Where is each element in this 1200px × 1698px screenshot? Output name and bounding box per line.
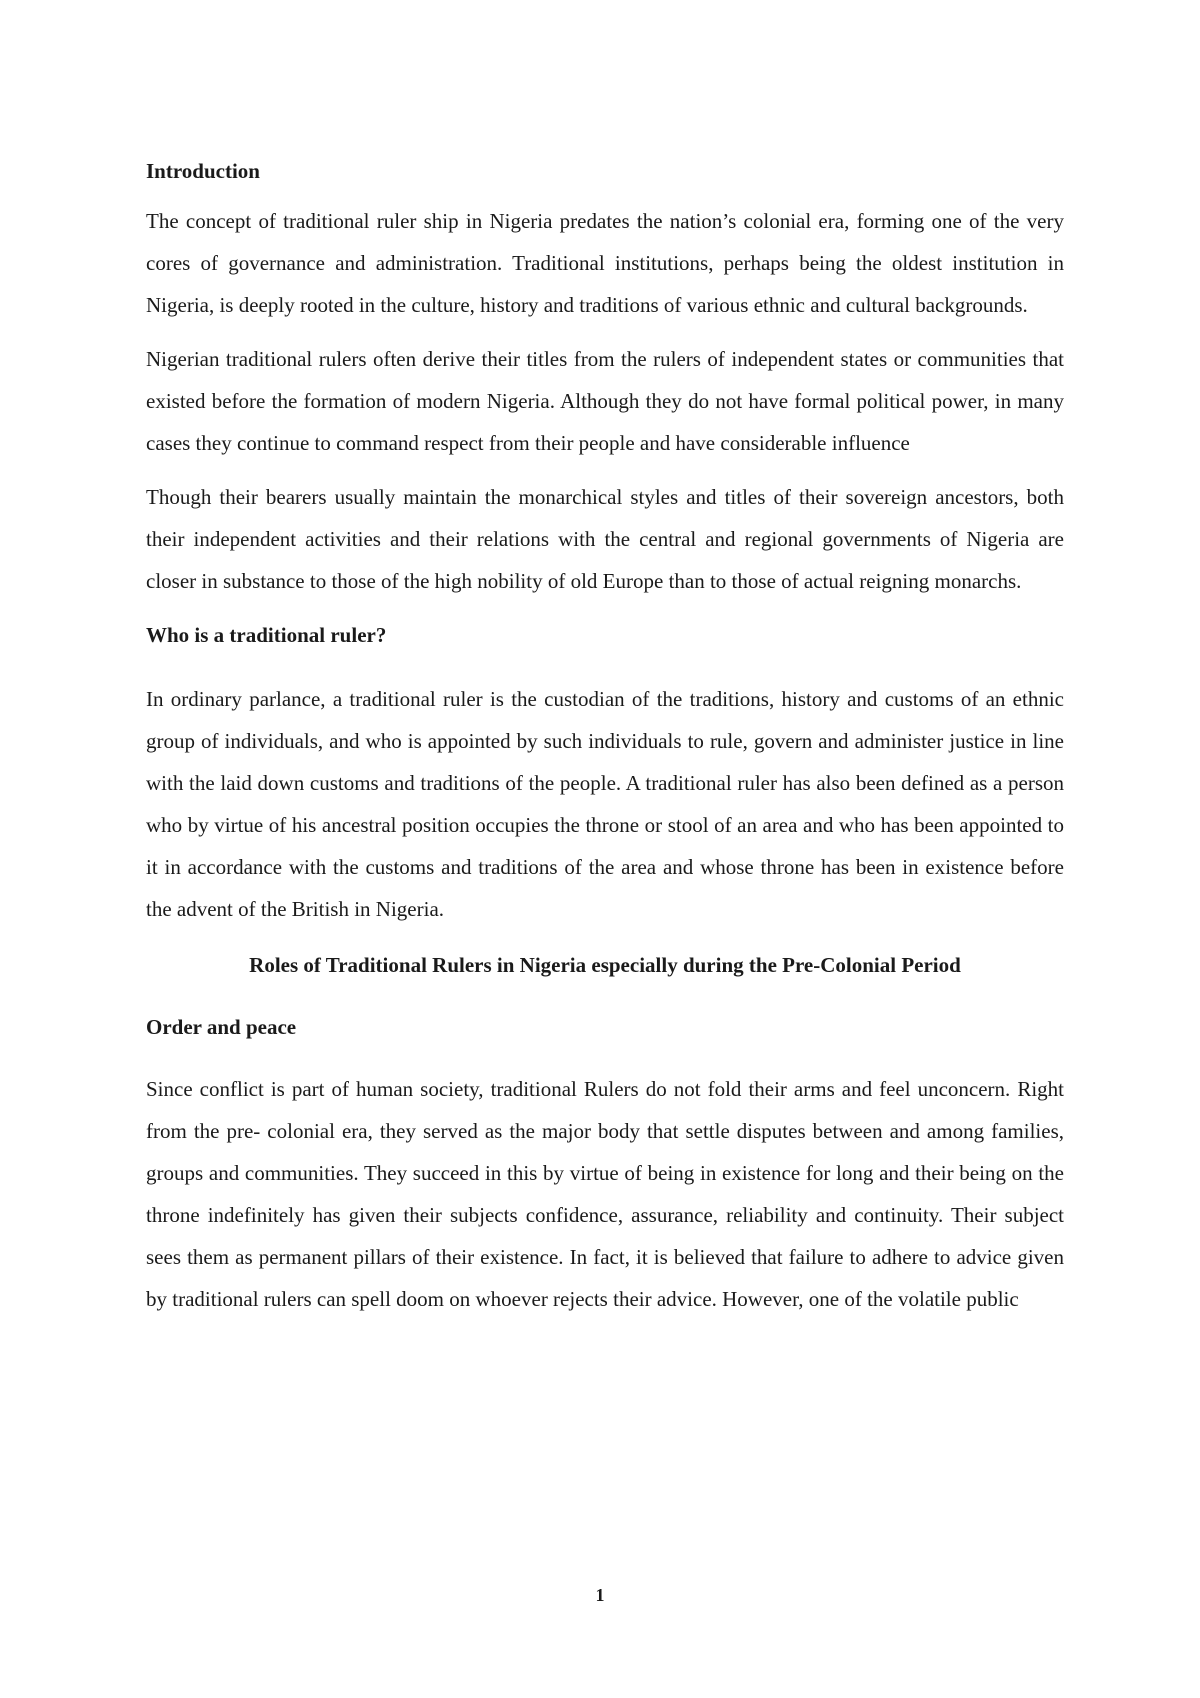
paragraph-intro-1: The concept of traditional ruler ship in Nigeria predates the nation’s colonial era, forming one of the very cores of governance and administration. Traditional institutions, perhaps being the oldest institution in Nigeria, is deeply rooted in the culture, history and traditions of various ethnic and cultural backgrounds. xyxy=(146,209,1064,317)
paragraph-order-and-peace: Since conflict is part of human society, traditional Rulers do not fold their arms and feel unconcern. Right from the pre- colonial era, they served as the major body that settle disputes between and among families, groups and communities. They succeed in this by virtue of being in existence for long and their being on the throne indefinitely has given their subjects confidence, assurance, reliability and continuity. Their subject sees them as permanent pillars of their existence. In fact, it is believed that failure to adhere to advice given by traditional rulers can spell doom on whoever rejects their advice. However, one of the volatile public xyxy=(146,1077,1064,1311)
paragraph-intro-2: Nigerian traditional rulers often derive their titles from the rulers of independent states or communities that existed before the formation of modern Nigeria. Although they do not have formal political power, in many cases they continue to command respect from their people and have considerable influence xyxy=(146,347,1064,455)
paragraph-who-is-traditional-ruler: In ordinary parlance, a traditional ruler is the custodian of the traditions, history and customs of an ethnic group of individuals, and who is appointed by such individuals to rule, govern and administer justice in line with the laid down customs and traditions of the people. A traditional ruler has also been defined as a person who by virtue of his ancestral position occupies the throne or stool of an area and who has been appointed to it in accordance with the customs and traditions of the area and whose throne has been in existence before the advent of the British in Nigeria. xyxy=(146,687,1064,921)
page-number: 1 xyxy=(595,1585,605,1605)
heading-order-and-peace: Order and peace xyxy=(146,1015,297,1039)
paragraph-intro-3: Though their bearers usually maintain the monarchical styles and titles of their sovereign ancestors, both their independent activities and their relations with the central and regional governments of Nigeria are closer in substance to those of the high nobility of old Europe than to those of actual reigning monarchs. xyxy=(146,485,1064,593)
heading-who-is-traditional-ruler: Who is a traditional ruler? xyxy=(146,623,387,647)
heading-introduction: Introduction xyxy=(146,159,260,183)
heading-roles: Roles of Traditional Rulers in Nigeria especially during the Pre-Colonial Period xyxy=(249,953,961,977)
document-page xyxy=(146,150,1064,1320)
